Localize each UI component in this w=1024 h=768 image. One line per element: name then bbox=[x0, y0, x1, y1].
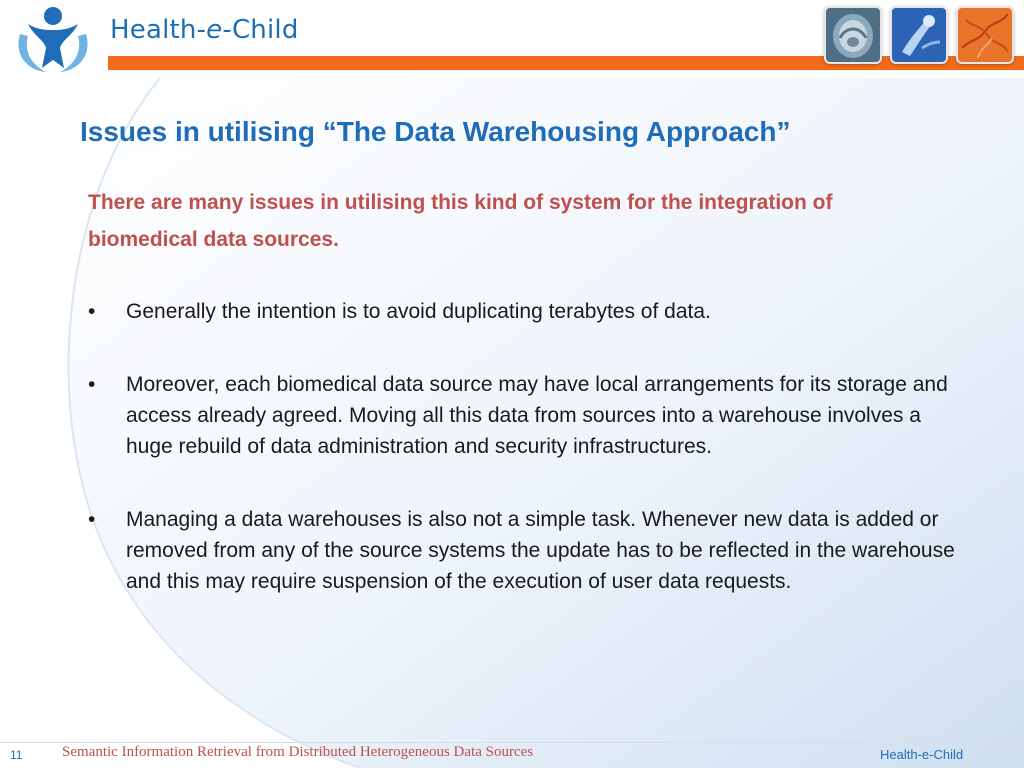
bullet-text: Moreover, each biomedical data source may have local arrangements for its storage and access already agreed. Moving all this data from sources into a warehouse involves a huge rebuild of data administration and security infrastructures. bbox=[126, 373, 948, 458]
angiogram-thumbnail bbox=[956, 6, 1014, 64]
bullet-marker: • bbox=[88, 300, 96, 323]
footer-brand: Health-e-Child bbox=[880, 747, 964, 762]
footer-divider bbox=[0, 742, 1024, 743]
bullet-text: Managing a data warehouses is also not a simple task. Whenever new data is added or removed from any of the source systems the update has to be reflected in the warehouse and this may require suspension of the execution of user data requests. bbox=[126, 508, 955, 593]
bullet-item bbox=[88, 369, 968, 462]
bullet-item bbox=[88, 296, 968, 327]
page-number: 11 bbox=[10, 748, 23, 762]
health-e-child-logo-text: Health-e-Child bbox=[110, 15, 299, 45]
orange-brand-bar bbox=[108, 56, 1024, 70]
health-e-child-figure-logo bbox=[12, 4, 94, 74]
mri-scan-thumbnail bbox=[824, 6, 882, 64]
bullet-marker: • bbox=[88, 373, 96, 396]
slide-title: Issues in utilising “The Data Warehousing Approach” bbox=[80, 116, 791, 147]
slide-header bbox=[0, 0, 1024, 78]
bullet-list bbox=[88, 296, 968, 639]
xray-thumbnail bbox=[890, 6, 948, 64]
bullet-marker: • bbox=[88, 508, 96, 531]
intro-text: There are many issues in utilising this kind of system for the integration of biomedical data sources. bbox=[88, 191, 833, 251]
bullet-item bbox=[88, 504, 968, 597]
footer-title: Semantic Information Retrieval from Distributed Heterogeneous Data Sources bbox=[62, 744, 534, 760]
bullet-text: Generally the intention is to avoid duplicating terabytes of data. bbox=[126, 300, 711, 323]
